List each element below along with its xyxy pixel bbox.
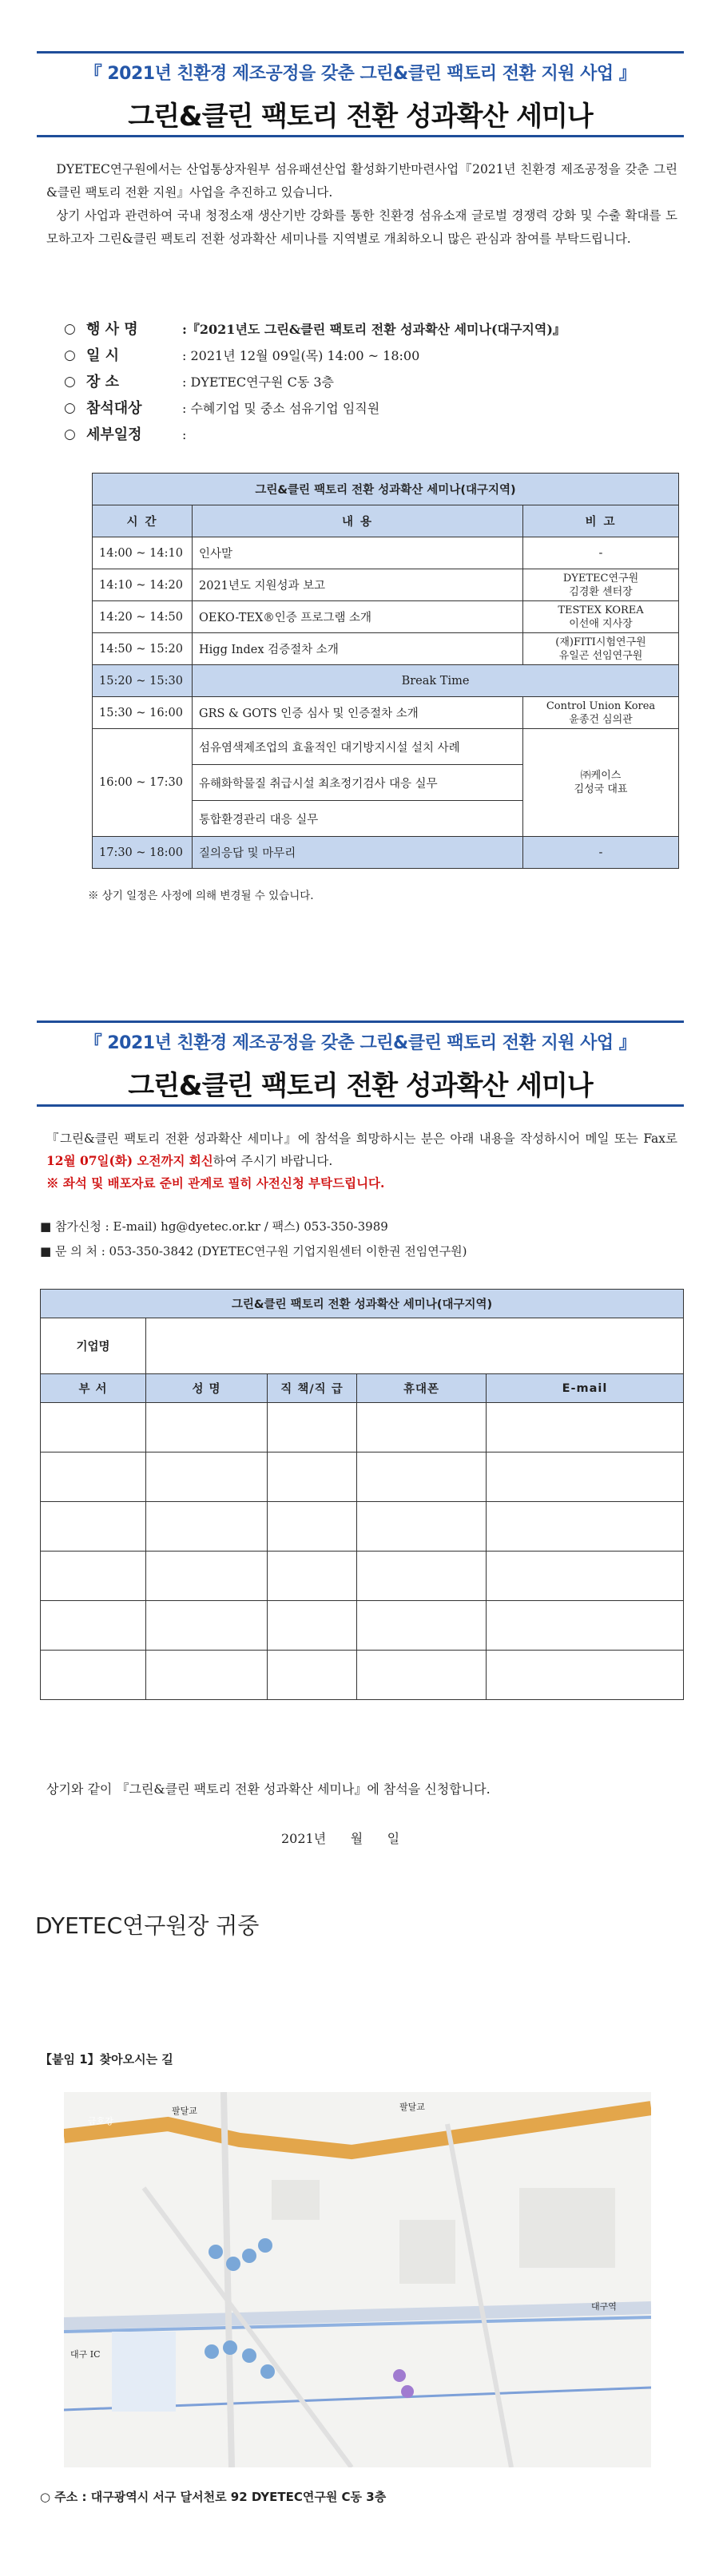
reg-title: 그린&클린 팩토리 전환 성과확산 세미나(대구지역) — [41, 1290, 684, 1318]
schedule-row — [93, 697, 679, 729]
warning-text: ※ 좌석 및 배포자료 준비 관계로 필히 사전신청 부탁드립니다. — [46, 1175, 385, 1191]
row-time: 15:20 ~ 15:30 — [93, 665, 193, 697]
info-value: : 2021년 12월 09일(목) 14:00 ~ 18:00 — [182, 348, 420, 363]
col-email: E-mail — [487, 1374, 684, 1403]
intro-paragraph-1: DYETEC연구원에서는 산업통상자원부 섬유패션산업 활성화기반마련사업『2021년 친환경 제조공정을 갖춘 그린&클린 팩토리 전환 지원』사업을 추진하고 있습니다. — [46, 162, 677, 200]
row-time: 14:10 ~ 14:20 — [93, 569, 193, 601]
row-content: Break Time — [193, 665, 679, 697]
row-note: - — [523, 537, 679, 569]
info-row-schedule — [64, 422, 566, 448]
row-note — [523, 601, 679, 633]
schedule-row — [93, 537, 679, 569]
entry-row[interactable] — [41, 1651, 684, 1700]
map-label-station: 대구역 — [591, 2301, 617, 2312]
col-phone: 휴대폰 — [357, 1374, 487, 1403]
info-row-target — [64, 395, 566, 422]
registration-table — [40, 1289, 684, 1700]
row-time: 16:00 ~ 17:30 — [93, 729, 193, 837]
col-note: 비 고 — [523, 505, 679, 537]
row-content: Higg Index 검증절차 소개 — [193, 633, 523, 665]
row-time: 17:30 ~ 18:00 — [93, 837, 193, 869]
map-label-ic: 대구 IC — [70, 2349, 101, 2360]
schedule-title: 그린&클린 팩토리 전환 성과확산 세미나(대구지역) — [93, 474, 679, 505]
schedule-row — [93, 729, 679, 765]
info-row-name — [64, 316, 566, 343]
col-content: 내 용 — [193, 505, 523, 537]
company-label: 기업명 — [41, 1318, 146, 1374]
row-time: 14:50 ~ 15:20 — [93, 633, 193, 665]
row-note — [523, 697, 679, 729]
map-label-river: 금호강 — [88, 2116, 113, 2126]
date-line: 2021년 월 일 — [281, 1831, 400, 1846]
bullet: ○ — [64, 400, 76, 416]
row-note — [523, 569, 679, 601]
info-label: 세부일정 — [86, 426, 142, 443]
address: ○ 주소 : 대구광역시 서구 달서천로 92 DYETEC연구원 C동 3층 — [40, 2490, 387, 2504]
col-dept: 부 서 — [41, 1374, 146, 1403]
event-header — [37, 51, 684, 137]
company-field[interactable] — [146, 1318, 684, 1374]
location-map — [64, 2092, 651, 2467]
apply-info: ■ 참가신청 : E-mail) hg@dyetec.or.kr / 팩스) 053-350-3989 — [40, 1219, 388, 1234]
map-label-bridge2: 팔달교 — [399, 2102, 425, 2112]
form-intro — [46, 1127, 677, 1195]
map-label-bridge: 팔달교 — [172, 2106, 197, 2116]
deadline-text: 12월 07일(화) 오전까지 회신 — [46, 1153, 213, 1168]
bullet: ○ — [64, 321, 76, 337]
bullet: ○ — [64, 426, 76, 442]
intro-paragraph-2: 상기 사업과 관련하여 국내 청정소재 생산기반 강화를 통한 친환경 섬유소재 글로벌 경쟁력 강화 및 수출 확대를 도모하고자 그린&클린 팩토리 전환 성과확산 세미나를 지역별로 개최하오니 많은 관심과 참여를 부탁드립니다. — [46, 208, 677, 246]
info-label: 행 사 명 — [86, 321, 138, 338]
entry-row[interactable] — [41, 1403, 684, 1452]
row-content: 인사말 — [193, 537, 523, 569]
row-content: 섬유염색제조업의 효율적인 대기방지시설 설치 사례 — [193, 729, 523, 765]
schedule-row — [93, 837, 679, 869]
row-content: 2021년도 지원성과 보고 — [193, 569, 523, 601]
contact-info: ■ 문 의 처 : 053-350-3842 (DYETEC연구원 기업지원센터 이한권 전임연구원) — [40, 1244, 467, 1258]
col-time: 시 간 — [93, 505, 193, 537]
entry-row[interactable] — [41, 1601, 684, 1651]
entry-row[interactable] — [41, 1552, 684, 1601]
note-text: (재)FITI시험연구원 유일곤 선임연구원 — [555, 636, 646, 662]
row-content: 통합환경관리 대응 실무 — [193, 801, 523, 837]
form-intro-text-2: 하여 주시기 바랍니다. — [213, 1154, 333, 1168]
info-value: : 수혜기업 및 중소 섬유기업 임직원 — [182, 401, 380, 416]
info-label: 일 시 — [86, 347, 120, 364]
schedule-row — [93, 633, 679, 665]
event-info — [64, 316, 566, 448]
bullet: ○ — [64, 374, 76, 390]
entry-row[interactable] — [41, 1452, 684, 1502]
statement: 상기와 같이 『그린&클린 팩토리 전환 성과확산 세미나』에 참석을 신청합니다. — [46, 1781, 491, 1797]
col-position: 직 책/직 급 — [268, 1374, 357, 1403]
info-row-place — [64, 369, 566, 395]
row-content: 질의응답 및 마무리 — [193, 837, 523, 869]
map-graphic — [64, 2092, 651, 2467]
note-text: TESTEX KOREA 이선애 지사장 — [558, 604, 644, 630]
row-note — [523, 729, 679, 837]
note-text: Control Union Korea 윤종건 심의관 — [546, 699, 656, 726]
schedule-footnote: ※ 상기 일정은 사정에 의해 변경될 수 있습니다. — [88, 890, 314, 902]
header-title: 그린&클린 팩토리 전환 성과확산 세미나 — [128, 1070, 593, 1102]
col-name: 성 명 — [146, 1374, 268, 1403]
header-title: 그린&클린 팩토리 전환 성과확산 세미나 — [128, 101, 593, 133]
row-content: GRS & GOTS 인증 심사 및 인증절차 소개 — [193, 697, 523, 729]
row-content: 유해화학물질 취급시설 최초정기검사 대응 실무 — [193, 765, 523, 801]
info-value: : — [182, 427, 187, 442]
bullet: ○ — [64, 347, 76, 363]
attachment-title: 【붙임 1】찾아오시는 길 — [40, 2052, 173, 2067]
note-text: DYETEC연구원 김경환 센터장 — [562, 572, 639, 598]
schedule-table — [92, 473, 679, 869]
row-time: 14:20 ~ 14:50 — [93, 601, 193, 633]
info-label: 장 소 — [86, 374, 120, 390]
info-label: 참석대상 — [86, 400, 142, 417]
intro-text — [46, 158, 677, 251]
info-value: :『2021년도 그린&클린 팩토리 전환 성과확산 세미나(대구지역)』 — [182, 322, 566, 337]
row-time: 14:00 ~ 14:10 — [93, 537, 193, 569]
form-intro-text: 『그린&클린 팩토리 전환 성과확산 세미나』에 참석을 희망하시는 분은 아래 내용을 작성하시어 메일 또는 Fax로 — [46, 1131, 677, 1146]
entry-row[interactable] — [41, 1502, 684, 1552]
schedule-row — [93, 569, 679, 601]
header-subtitle: 『 2021년 친환경 제조공정을 갖춘 그린&클린 팩토리 전환 지원 사업 』 — [84, 1033, 637, 1053]
schedule-row-break — [93, 665, 679, 697]
header-subtitle: 『 2021년 친환경 제조공정을 갖춘 그린&클린 팩토리 전환 지원 사업 』 — [84, 64, 637, 84]
row-note: - — [523, 837, 679, 869]
row-note — [523, 633, 679, 665]
info-row-date — [64, 343, 566, 369]
note-text: ㈜케이스 김성국 대표 — [574, 770, 628, 795]
schedule-row — [93, 601, 679, 633]
row-content: OEKO-TEX®인증 프로그램 소개 — [193, 601, 523, 633]
form-header — [37, 1020, 684, 1107]
row-time: 15:30 ~ 16:00 — [93, 697, 193, 729]
info-value: : DYETEC연구원 C동 3층 — [182, 375, 335, 390]
recipient: DYETEC연구원장 귀중 — [35, 1912, 260, 1939]
